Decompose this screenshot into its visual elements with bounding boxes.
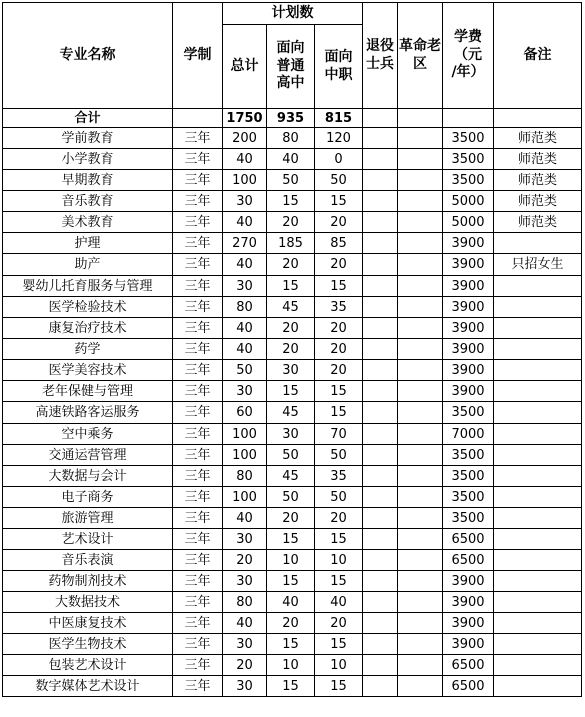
duration-cell: 三年 xyxy=(173,191,223,212)
vocational-cell: 10 xyxy=(315,550,363,571)
old-area-cell xyxy=(398,212,443,233)
general-cell: 15 xyxy=(267,634,315,655)
total-cell: 20 xyxy=(223,550,267,571)
general-cell: 40 xyxy=(267,592,315,613)
tuition-cell: 3900 xyxy=(443,613,494,634)
total-cell: 30 xyxy=(223,191,267,212)
old-area-cell xyxy=(398,466,443,487)
total-cell: 40 xyxy=(223,212,267,233)
tuition-cell: 3900 xyxy=(443,381,494,402)
tuition-cell: 3500 xyxy=(443,402,494,424)
major-cell: 旅游管理 xyxy=(3,508,173,529)
veterans-cell xyxy=(363,339,398,360)
total-cell: 270 xyxy=(223,233,267,254)
duration-cell: 三年 xyxy=(173,424,223,445)
general-cell: 15 xyxy=(267,381,315,402)
veterans-cell xyxy=(363,634,398,655)
table-row xyxy=(3,424,582,445)
vocational-cell: 50 xyxy=(315,487,363,508)
total-old-area xyxy=(398,109,443,128)
tuition-cell: 5000 xyxy=(443,212,494,233)
vocational-cell: 15 xyxy=(315,634,363,655)
major-cell: 空中乘务 xyxy=(3,424,173,445)
major-cell: 电子商务 xyxy=(3,487,173,508)
tuition-cell: 3500 xyxy=(443,170,494,191)
tuition-cell: 3500 xyxy=(443,445,494,466)
veterans-cell xyxy=(363,529,398,550)
veterans-cell xyxy=(363,276,398,297)
duration-cell: 三年 xyxy=(173,550,223,571)
old-area-cell xyxy=(398,402,443,424)
major-cell: 婴幼儿托育服务与管理 xyxy=(3,276,173,297)
old-area-cell xyxy=(398,254,443,276)
duration-cell: 三年 xyxy=(173,149,223,170)
remark-cell xyxy=(494,339,582,360)
veterans-cell xyxy=(363,613,398,634)
tuition-cell: 6500 xyxy=(443,676,494,697)
vocational-cell: 35 xyxy=(315,297,363,318)
table-row xyxy=(3,613,582,634)
vocational-cell: 20 xyxy=(315,613,363,634)
remark-cell xyxy=(494,634,582,655)
header-total: 总计 xyxy=(223,25,267,109)
duration-cell: 三年 xyxy=(173,676,223,697)
header-plan-count: 计划数 xyxy=(223,3,363,25)
general-cell: 20 xyxy=(267,318,315,339)
duration-cell: 三年 xyxy=(173,571,223,592)
tuition-cell: 3900 xyxy=(443,339,494,360)
veterans-cell xyxy=(363,466,398,487)
total-cell: 80 xyxy=(223,592,267,613)
vocational-cell: 120 xyxy=(315,128,363,149)
major-cell: 护理 xyxy=(3,233,173,254)
remark-cell: 师范类 xyxy=(494,128,582,149)
veterans-cell xyxy=(363,254,398,276)
veterans-cell xyxy=(363,655,398,676)
total-cell: 100 xyxy=(223,487,267,508)
total-row xyxy=(3,109,582,128)
remark-cell xyxy=(494,297,582,318)
remark-cell xyxy=(494,445,582,466)
vocational-cell: 15 xyxy=(315,191,363,212)
old-area-cell xyxy=(398,297,443,318)
total-cell: 60 xyxy=(223,402,267,424)
general-cell: 30 xyxy=(267,424,315,445)
vocational-cell: 20 xyxy=(315,508,363,529)
vocational-cell: 50 xyxy=(315,445,363,466)
header-tuition-line1: 学费 xyxy=(454,29,482,46)
old-area-cell xyxy=(398,676,443,697)
table-row xyxy=(3,212,582,233)
table-row xyxy=(3,402,582,424)
major-cell: 医学生物技术 xyxy=(3,634,173,655)
remark-cell: 师范类 xyxy=(494,191,582,212)
veterans-cell xyxy=(363,571,398,592)
duration-cell: 三年 xyxy=(173,254,223,276)
header-general-high-school xyxy=(267,25,315,109)
duration-cell: 三年 xyxy=(173,613,223,634)
header-remark: 备注 xyxy=(494,3,582,109)
table-row xyxy=(3,592,582,613)
veterans-cell xyxy=(363,149,398,170)
tuition-cell: 3900 xyxy=(443,233,494,254)
major-cell: 学前教育 xyxy=(3,128,173,149)
old-area-cell xyxy=(398,592,443,613)
table-row xyxy=(3,529,582,550)
duration-cell: 三年 xyxy=(173,402,223,424)
major-cell: 早期教育 xyxy=(3,170,173,191)
table-row xyxy=(3,339,582,360)
total-label: 合计 xyxy=(3,109,173,128)
duration-cell: 三年 xyxy=(173,592,223,613)
table-row xyxy=(3,360,582,381)
tuition-cell: 5000 xyxy=(443,191,494,212)
total-cell: 200 xyxy=(223,128,267,149)
major-cell: 医学检验技术 xyxy=(3,297,173,318)
veterans-cell xyxy=(363,402,398,424)
total-cell: 40 xyxy=(223,613,267,634)
major-cell: 中医康复技术 xyxy=(3,613,173,634)
vocational-cell: 15 xyxy=(315,529,363,550)
duration-cell: 三年 xyxy=(173,487,223,508)
old-area-cell xyxy=(398,318,443,339)
general-cell: 10 xyxy=(267,550,315,571)
vocational-cell: 15 xyxy=(315,676,363,697)
old-area-cell xyxy=(398,191,443,212)
total-cell: 100 xyxy=(223,424,267,445)
total-cell: 80 xyxy=(223,297,267,318)
header-vocational xyxy=(315,25,363,109)
duration-cell: 三年 xyxy=(173,381,223,402)
header-major: 专业名称 xyxy=(3,3,173,109)
major-cell: 大数据与会计 xyxy=(3,466,173,487)
general-cell: 80 xyxy=(267,128,315,149)
remark-cell xyxy=(494,233,582,254)
total-cell: 30 xyxy=(223,571,267,592)
total-cell: 50 xyxy=(223,360,267,381)
vocational-cell: 15 xyxy=(315,571,363,592)
veterans-cell xyxy=(363,424,398,445)
veterans-cell xyxy=(363,381,398,402)
veterans-cell xyxy=(363,170,398,191)
vocational-cell: 15 xyxy=(315,276,363,297)
remark-cell xyxy=(494,424,582,445)
vocational-cell: 15 xyxy=(315,381,363,402)
table-row xyxy=(3,571,582,592)
vocational-cell: 35 xyxy=(315,466,363,487)
duration-cell: 三年 xyxy=(173,360,223,381)
table-row xyxy=(3,381,582,402)
tuition-cell: 3500 xyxy=(443,508,494,529)
total-cell: 30 xyxy=(223,276,267,297)
veterans-cell xyxy=(363,233,398,254)
header-old-revolutionary-area: 革命老区 xyxy=(398,3,443,109)
duration-cell: 三年 xyxy=(173,128,223,149)
total-cell: 30 xyxy=(223,381,267,402)
major-cell: 数字媒体艺术设计 xyxy=(3,676,173,697)
major-cell: 高速铁路客运服务 xyxy=(3,402,173,424)
tuition-cell: 3900 xyxy=(443,254,494,276)
tuition-cell: 6500 xyxy=(443,550,494,571)
table-row xyxy=(3,276,582,297)
remark-cell xyxy=(494,276,582,297)
table-row xyxy=(3,191,582,212)
total-cell: 40 xyxy=(223,508,267,529)
vocational-cell: 20 xyxy=(315,339,363,360)
general-cell: 20 xyxy=(267,254,315,276)
remark-cell xyxy=(494,592,582,613)
total-cell: 100 xyxy=(223,170,267,191)
header-vocational-line1: 面向 xyxy=(324,49,353,65)
duration-cell: 三年 xyxy=(173,212,223,233)
header-general-line3: 高中 xyxy=(276,75,305,92)
duration-cell: 三年 xyxy=(173,445,223,466)
major-cell: 康复治疗技术 xyxy=(3,318,173,339)
remark-cell: 师范类 xyxy=(494,149,582,170)
total-cell: 80 xyxy=(223,466,267,487)
remark-cell xyxy=(494,508,582,529)
duration-cell: 三年 xyxy=(173,339,223,360)
remark-cell xyxy=(494,676,582,697)
veterans-cell xyxy=(363,487,398,508)
old-area-cell xyxy=(398,529,443,550)
tuition-cell: 3900 xyxy=(443,276,494,297)
remark-cell: 只招女生 xyxy=(494,254,582,276)
table-row xyxy=(3,655,582,676)
duration-cell: 三年 xyxy=(173,529,223,550)
tuition-cell: 3500 xyxy=(443,149,494,170)
old-area-cell xyxy=(398,381,443,402)
major-cell: 医学美容技术 xyxy=(3,360,173,381)
general-cell: 40 xyxy=(267,149,315,170)
total-vocational: 815 xyxy=(315,109,363,128)
major-cell: 艺术设计 xyxy=(3,529,173,550)
veterans-cell xyxy=(363,360,398,381)
old-area-cell xyxy=(398,170,443,191)
header-tuition-line2: （元 xyxy=(454,46,482,63)
table-row xyxy=(3,233,582,254)
tuition-cell: 3900 xyxy=(443,360,494,381)
remark-cell xyxy=(494,318,582,339)
table-row xyxy=(3,508,582,529)
major-cell: 音乐教育 xyxy=(3,191,173,212)
general-cell: 15 xyxy=(267,571,315,592)
total-cell: 40 xyxy=(223,318,267,339)
total-general: 935 xyxy=(267,109,315,128)
old-area-cell xyxy=(398,276,443,297)
vocational-cell: 10 xyxy=(315,655,363,676)
total-cell: 40 xyxy=(223,254,267,276)
table-row xyxy=(3,254,582,276)
table-row xyxy=(3,550,582,571)
tuition-cell: 6500 xyxy=(443,529,494,550)
enrollment-plan-table xyxy=(2,2,582,697)
remark-cell xyxy=(494,613,582,634)
major-cell: 老年保健与管理 xyxy=(3,381,173,402)
duration-cell: 三年 xyxy=(173,233,223,254)
remark-cell xyxy=(494,381,582,402)
table-row xyxy=(3,676,582,697)
tuition-cell: 3900 xyxy=(443,318,494,339)
table-row xyxy=(3,297,582,318)
general-cell: 20 xyxy=(267,613,315,634)
tuition-cell: 7000 xyxy=(443,424,494,445)
general-cell: 15 xyxy=(267,276,315,297)
general-cell: 50 xyxy=(267,445,315,466)
header-vocational-line2: 中职 xyxy=(324,66,353,83)
old-area-cell xyxy=(398,233,443,254)
table-row xyxy=(3,318,582,339)
major-cell: 大数据技术 xyxy=(3,592,173,613)
header-general-line1: 面向 xyxy=(276,40,305,57)
general-cell: 30 xyxy=(267,360,315,381)
duration-cell: 三年 xyxy=(173,634,223,655)
total-cell: 30 xyxy=(223,676,267,697)
veterans-cell xyxy=(363,550,398,571)
total-cell: 30 xyxy=(223,634,267,655)
old-area-cell xyxy=(398,128,443,149)
vocational-cell: 70 xyxy=(315,424,363,445)
header-veterans: 退役士兵 xyxy=(363,3,398,109)
veterans-cell xyxy=(363,445,398,466)
remark-cell xyxy=(494,466,582,487)
total-cell: 40 xyxy=(223,149,267,170)
remark-cell: 师范类 xyxy=(494,212,582,233)
general-cell: 10 xyxy=(267,655,315,676)
duration-cell: 三年 xyxy=(173,466,223,487)
total-duration xyxy=(173,109,223,128)
veterans-cell xyxy=(363,592,398,613)
veterans-cell xyxy=(363,297,398,318)
total-tuition xyxy=(443,109,494,128)
old-area-cell xyxy=(398,339,443,360)
duration-cell: 三年 xyxy=(173,655,223,676)
total-remark xyxy=(494,109,582,128)
old-area-cell xyxy=(398,487,443,508)
old-area-cell xyxy=(398,508,443,529)
total-count: 1750 xyxy=(223,109,267,128)
table-row xyxy=(3,445,582,466)
remark-cell xyxy=(494,655,582,676)
general-cell: 15 xyxy=(267,529,315,550)
old-area-cell xyxy=(398,550,443,571)
vocational-cell: 40 xyxy=(315,592,363,613)
veterans-cell xyxy=(363,212,398,233)
veterans-cell xyxy=(363,191,398,212)
veterans-cell xyxy=(363,676,398,697)
general-cell: 185 xyxy=(267,233,315,254)
old-area-cell xyxy=(398,634,443,655)
general-cell: 20 xyxy=(267,212,315,233)
header-tuition xyxy=(443,3,494,109)
duration-cell: 三年 xyxy=(173,276,223,297)
veterans-cell xyxy=(363,128,398,149)
tuition-cell: 3500 xyxy=(443,487,494,508)
duration-cell: 三年 xyxy=(173,508,223,529)
total-cell: 40 xyxy=(223,339,267,360)
veterans-cell xyxy=(363,508,398,529)
table-row xyxy=(3,149,582,170)
vocational-cell: 20 xyxy=(315,360,363,381)
tuition-cell: 3900 xyxy=(443,297,494,318)
remark-cell xyxy=(494,550,582,571)
major-cell: 美术教育 xyxy=(3,212,173,233)
general-cell: 45 xyxy=(267,466,315,487)
tuition-cell: 6500 xyxy=(443,655,494,676)
vocational-cell: 0 xyxy=(315,149,363,170)
table-row xyxy=(3,487,582,508)
general-cell: 50 xyxy=(267,487,315,508)
old-area-cell xyxy=(398,149,443,170)
old-area-cell xyxy=(398,445,443,466)
table-row xyxy=(3,466,582,487)
old-area-cell xyxy=(398,571,443,592)
total-cell: 100 xyxy=(223,445,267,466)
general-cell: 50 xyxy=(267,170,315,191)
vocational-cell: 20 xyxy=(315,212,363,233)
tuition-cell: 3500 xyxy=(443,128,494,149)
old-area-cell xyxy=(398,655,443,676)
general-cell: 45 xyxy=(267,402,315,424)
duration-cell: 三年 xyxy=(173,170,223,191)
duration-cell: 三年 xyxy=(173,318,223,339)
duration-cell: 三年 xyxy=(173,297,223,318)
remark-cell xyxy=(494,571,582,592)
general-cell: 20 xyxy=(267,339,315,360)
general-cell: 15 xyxy=(267,191,315,212)
total-cell: 30 xyxy=(223,529,267,550)
header-duration: 学制 xyxy=(173,3,223,109)
vocational-cell: 85 xyxy=(315,233,363,254)
total-cell: 20 xyxy=(223,655,267,676)
tuition-cell: 3900 xyxy=(443,634,494,655)
tuition-cell: 3900 xyxy=(443,571,494,592)
major-cell: 包装艺术设计 xyxy=(3,655,173,676)
general-cell: 20 xyxy=(267,508,315,529)
remark-cell xyxy=(494,402,582,424)
old-area-cell xyxy=(398,360,443,381)
total-veterans xyxy=(363,109,398,128)
remark-cell xyxy=(494,360,582,381)
major-cell: 药学 xyxy=(3,339,173,360)
major-cell: 助产 xyxy=(3,254,173,276)
vocational-cell: 20 xyxy=(315,318,363,339)
header-general-line2: 普通 xyxy=(276,57,305,74)
header-tuition-line3: /年） xyxy=(451,64,485,81)
remark-cell xyxy=(494,529,582,550)
major-cell: 小学教育 xyxy=(3,149,173,170)
vocational-cell: 20 xyxy=(315,254,363,276)
major-cell: 药物制剂技术 xyxy=(3,571,173,592)
vocational-cell: 15 xyxy=(315,402,363,424)
major-cell: 音乐表演 xyxy=(3,550,173,571)
tuition-cell: 3900 xyxy=(443,592,494,613)
tuition-cell: 3500 xyxy=(443,466,494,487)
table-row xyxy=(3,634,582,655)
old-area-cell xyxy=(398,424,443,445)
remark-cell xyxy=(494,487,582,508)
veterans-cell xyxy=(363,318,398,339)
major-cell: 交通运营管理 xyxy=(3,445,173,466)
remark-cell: 师范类 xyxy=(494,170,582,191)
table-row xyxy=(3,128,582,149)
table-row xyxy=(3,170,582,191)
general-cell: 45 xyxy=(267,297,315,318)
general-cell: 15 xyxy=(267,676,315,697)
vocational-cell: 50 xyxy=(315,170,363,191)
old-area-cell xyxy=(398,613,443,634)
